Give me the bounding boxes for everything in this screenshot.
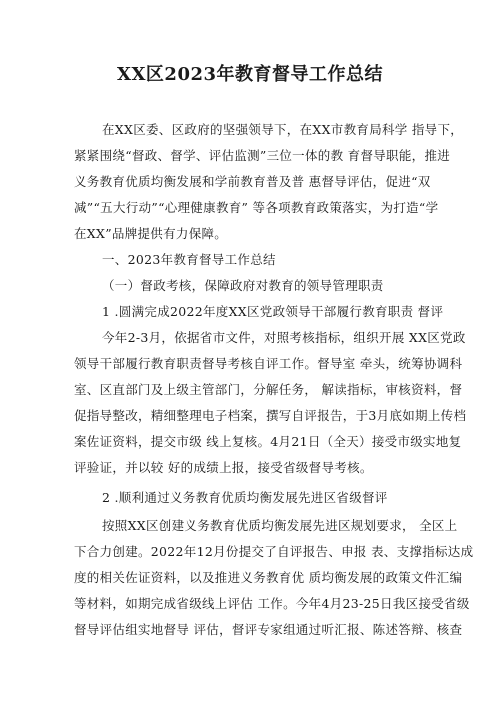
text-line: 在XX区委、区政府的坚强领导下，在XX市教育局科学 指导下， — [102, 122, 464, 137]
text-line: 今年2-3月，依据省市文件，对照考核指标，组织开展 XX区党政 — [102, 330, 466, 345]
text-line: 按照XX区创建义务教育优质均衡发展先进区规划要求， 全区上 — [102, 518, 458, 533]
text-line: 度的相关佐证资料，以及推进义务教育优 质均衡发展的政策文件汇编 — [74, 570, 463, 585]
item-heading: 2 .顺利通过义务教育优质均衡发展先进区省级督评 — [102, 490, 388, 505]
text-line: 室、区直部门及上级主管部门，分解任务， 解读指标，审核资料，督 — [74, 382, 463, 397]
text-line: 督导评估组实地督导 评估，督评专家组通过听汇报、陈述答辩、核查 — [74, 622, 463, 637]
item-heading: 1 .圆满完成2022年度XX区党政领导干部履行教育职责 督评 — [102, 304, 444, 319]
text-line: 评验证，并以较 好的成绩上报，接受省级督导考核。 — [74, 460, 373, 475]
text-line: 下合力创建。2022年12月份提交了自评报告、申报 表、支撑指标达成 — [74, 544, 474, 559]
text-line: 紧紧围绕“督政、督学、评估监测”三位一体的教 育督导职能，推进 — [74, 148, 451, 163]
text-line: 减”“五大行动”“心理健康教育” 等各项教育政策落实，为打造“学 — [74, 200, 439, 215]
text-line: 等材料，如期完成省级线上评估 工作。今年4月23-25日我区接受省级 — [74, 596, 470, 611]
document-title: XX区2023年教育督导工作总结 — [116, 64, 384, 85]
text-line: 促指导整改，精细整理电子档案，撰写自评报告，于3月底如期上传档 — [74, 408, 467, 423]
subsection-heading: （一）督政考核，保障政府对教育的领导管理职责 — [102, 278, 384, 293]
text-line: 案佐证资料，提交市级 线上复核。4月21日（全天）接受市级实地复 — [74, 434, 462, 449]
text-line: 领导干部履行教育职责督导考核自评工作。督导室 牵头，统筹协调科 — [74, 356, 463, 371]
text-line: 义务教育优质均衡发展和学前教育普及普 惠督导评估，促进“双 — [74, 174, 431, 189]
text-line: 在XX”品牌提供有力保障。 — [74, 226, 228, 241]
section-heading: 一、2023年教育督导工作总结 — [102, 252, 276, 267]
